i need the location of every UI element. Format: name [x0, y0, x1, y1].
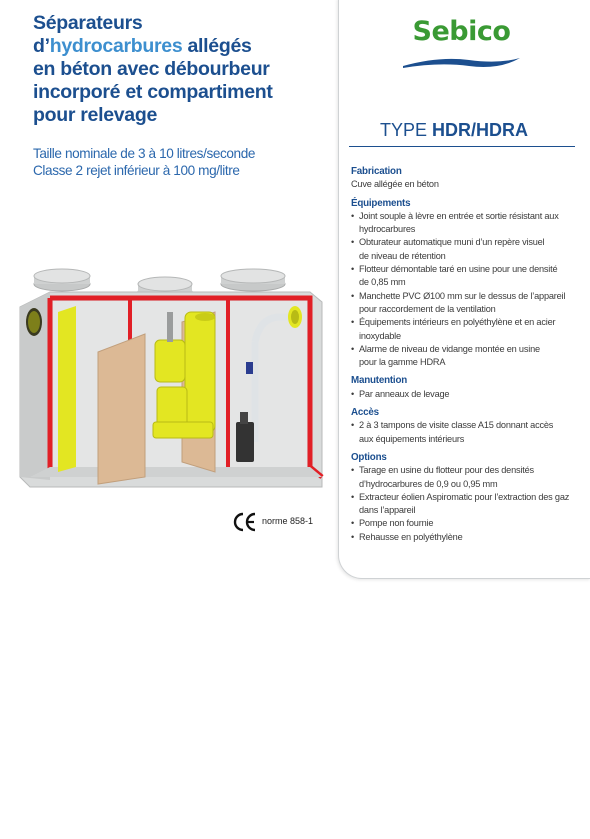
- type-name: HDR/HDRA: [432, 120, 529, 140]
- bullet-icon: •: [351, 317, 355, 328]
- bullet-icon: •: [351, 491, 355, 502]
- norm-label: norme 858-1: [262, 516, 314, 526]
- title-line-3: en béton avec débourbeur: [33, 58, 270, 80]
- list-item-line: hydrocarbures: [359, 224, 416, 235]
- bullet-icon: •: [351, 343, 355, 354]
- title-highlight: hydrocarbures: [49, 35, 183, 57]
- spec-list-manutention: [351, 388, 581, 401]
- list-item-line: inoxydable: [359, 330, 401, 341]
- list-item-line: Pompe non fournie: [359, 518, 434, 529]
- bullet-icon: •: [351, 264, 355, 275]
- list-item: [351, 531, 581, 544]
- section-heading-options: Options: [351, 451, 387, 463]
- sebico-logo: [399, 16, 524, 74]
- list-item: [351, 263, 581, 290]
- title-line-5: pour relevage: [33, 104, 157, 126]
- title-suffix: allégés: [182, 35, 252, 57]
- list-item-line: Extracteur éolien Aspiromatic pour l’extraction des gaz: [359, 491, 570, 502]
- product-type-title: [380, 120, 528, 141]
- section-heading-fabrication: Fabrication: [351, 166, 402, 177]
- type-prefix: TYPE: [380, 120, 433, 140]
- list-item-line: 2 à 3 tampons de visite classe A15 donnant accès: [359, 420, 554, 431]
- list-item-line: Joint souple à lèvre en entrée et sortie résistant aux: [359, 210, 559, 221]
- spec-list-equipements: [351, 210, 581, 370]
- list-item: [351, 316, 581, 343]
- list-item-line: Flotteur démontable taré en usine pour une densité: [359, 264, 558, 275]
- spec-text-fabrication: Cuve allégée en béton: [351, 179, 439, 190]
- list-item-line: Tarage en usine du flotteur pour des densités: [359, 465, 534, 476]
- title-line-1: Séparateurs: [33, 12, 143, 34]
- bullet-icon: •: [351, 531, 355, 542]
- type-divider: [349, 146, 575, 147]
- list-item: [351, 210, 581, 237]
- list-item: [351, 290, 581, 317]
- spec-list-acces: [351, 419, 581, 446]
- bullet-icon: •: [351, 465, 355, 476]
- section-heading-equipements: Équipements: [351, 197, 411, 209]
- list-item: [351, 388, 581, 401]
- section-heading-manutention: Manutention: [351, 375, 408, 387]
- spec-list-options: [351, 464, 581, 544]
- subtitle-line-1: Taille nominale de 3 à 10 litres/seconde: [33, 146, 256, 161]
- list-item-line: Manchette PVC Ø100 mm sur le dessus de l’appareil: [359, 290, 566, 301]
- subtitle-line-2: Classe 2 rejet inférieur à 100 mg/litre: [33, 163, 240, 178]
- list-item: [351, 464, 581, 491]
- list-item-line: de niveau de rétention: [359, 250, 446, 261]
- brand-name: Sebico: [412, 16, 511, 47]
- list-item: [351, 517, 581, 530]
- bullet-icon: •: [351, 518, 355, 529]
- bullet-icon: •: [351, 237, 355, 248]
- list-item: [351, 343, 581, 370]
- list-item-line: Obturateur automatique muni d’un repère visuel: [359, 237, 545, 248]
- list-item-line: Équipements intérieurs en polyéthylène et en acier: [359, 317, 556, 328]
- list-item: [351, 491, 581, 518]
- title-line-4: incorporé et compartiment: [33, 81, 273, 103]
- title-prefix: d’: [33, 35, 50, 57]
- section-heading-acces: Accès: [351, 407, 379, 419]
- bullet-icon: •: [351, 290, 355, 301]
- list-item: [351, 236, 581, 263]
- list-item: [351, 419, 581, 446]
- list-item-line: Alarme de niveau de vidange montée en usine: [359, 343, 540, 354]
- list-item-line: aux équipements intérieurs: [359, 433, 465, 444]
- list-item-line: dans l’appareil: [359, 505, 416, 516]
- bullet-icon: •: [351, 420, 355, 431]
- bullet-icon: •: [351, 388, 355, 399]
- sebico-wave-logo: [399, 52, 524, 76]
- subtitle: [33, 145, 333, 179]
- list-item-line: de 0,85 mm: [359, 277, 406, 288]
- list-item-line: pour raccordement de la ventilation: [359, 303, 496, 314]
- list-item-line: Rehausse en polyéthylène: [359, 531, 463, 542]
- page-title: [33, 12, 323, 127]
- spec-list: [351, 165, 581, 544]
- bullet-icon: •: [351, 210, 355, 221]
- list-item-line: Par anneaux de levage: [359, 388, 450, 399]
- list-item-line: d’hydrocarbures de 0,9 ou 0,95 mm: [359, 478, 498, 489]
- title-line-2: [33, 35, 323, 58]
- ce-mark-icon: [233, 512, 257, 532]
- list-item-line: pour la gamme HDRA: [359, 357, 446, 368]
- separator-tank-illustration: [10, 262, 335, 507]
